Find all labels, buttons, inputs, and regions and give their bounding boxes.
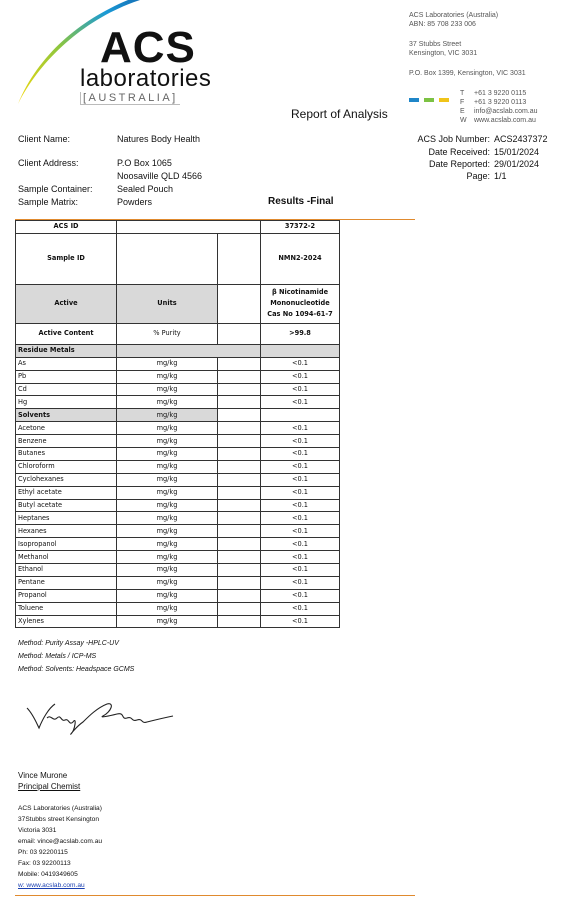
metal-row bbox=[16, 383, 340, 396]
metal-unit: mg/kg bbox=[117, 357, 218, 370]
bar-yellow bbox=[439, 98, 449, 102]
solvent-empty bbox=[218, 564, 261, 577]
solvent-row bbox=[16, 589, 340, 602]
solvent-empty bbox=[218, 551, 261, 564]
solvent-value: <0.1 bbox=[261, 564, 340, 577]
footer-fax: Fax: 03 92200113 bbox=[18, 860, 71, 867]
company-street: 37 Stubbs Street bbox=[409, 41, 462, 48]
client-name-label: Client Name: bbox=[18, 134, 71, 144]
solvent-row bbox=[16, 486, 340, 499]
footer-phone: Ph: 03 92200115 bbox=[18, 849, 68, 856]
active-content-label: Active Content bbox=[16, 323, 117, 344]
active-label: Active bbox=[16, 284, 117, 323]
solvents-empty bbox=[218, 409, 261, 422]
metal-value: <0.1 bbox=[261, 370, 340, 383]
metal-unit: mg/kg bbox=[117, 383, 218, 396]
solvents-empty-value bbox=[261, 409, 340, 422]
sample-matrix-label: Sample Matrix: bbox=[18, 197, 79, 207]
job-number-value: ACS2437372 bbox=[494, 134, 548, 144]
solvent-row bbox=[16, 435, 340, 448]
metal-value: <0.1 bbox=[261, 396, 340, 409]
solvent-value: <0.1 bbox=[261, 473, 340, 486]
solvent-value: <0.1 bbox=[261, 422, 340, 435]
company-abn: ABN: 85 708 233 006 bbox=[409, 21, 476, 28]
company-name: ACS Laboratories (Australia) bbox=[409, 12, 499, 19]
client-address-line1: P.O Box 1065 bbox=[117, 158, 172, 168]
company-po-box: P.O. Box 1399, Kensington, VIC 3031 bbox=[409, 70, 526, 77]
method-metals: Method: Metals / ICP-MS bbox=[18, 653, 97, 660]
job-number-label: ACS Job Number: bbox=[417, 134, 490, 144]
solvent-row bbox=[16, 602, 340, 615]
row-sample-id bbox=[16, 233, 340, 284]
row-active-content bbox=[16, 323, 340, 344]
sample-matrix-value: Powders bbox=[117, 197, 153, 207]
metal-value: <0.1 bbox=[261, 357, 340, 370]
sample-id-empty-a bbox=[117, 233, 218, 284]
bar-green bbox=[424, 98, 434, 102]
footer-company: ACS Laboratories (Australia) bbox=[18, 805, 102, 812]
solvent-name: Pentane bbox=[16, 576, 117, 589]
row-residue-metals bbox=[16, 344, 340, 357]
page-value: 1/1 bbox=[494, 171, 507, 181]
footer-web-link[interactable]: w: www.acslab.com.au bbox=[18, 882, 85, 889]
row-acs-id bbox=[16, 221, 340, 234]
solvent-unit: mg/kg bbox=[117, 422, 218, 435]
solvent-empty bbox=[218, 589, 261, 602]
solvent-value: <0.1 bbox=[261, 615, 340, 628]
footer-state: Victoria 3031 bbox=[18, 827, 57, 834]
solvent-value: <0.1 bbox=[261, 460, 340, 473]
page-label: Page: bbox=[466, 171, 490, 181]
bar-blue bbox=[409, 98, 419, 102]
signatory-name: Vince Murone bbox=[18, 771, 68, 780]
solvent-name: Cyclohexanes bbox=[16, 473, 117, 486]
footer-street: 37Stubbs street Kensington bbox=[18, 816, 100, 823]
row-active-header bbox=[16, 284, 340, 323]
date-received-value: 15/01/2024 bbox=[494, 147, 540, 157]
solvent-unit: mg/kg bbox=[117, 551, 218, 564]
solvent-empty bbox=[218, 473, 261, 486]
client-name-value: Natures Body Health bbox=[117, 134, 201, 144]
solvent-name: Acetone bbox=[16, 422, 117, 435]
compound-name bbox=[261, 284, 340, 323]
company-contacts bbox=[460, 89, 538, 125]
metal-unit: mg/kg bbox=[117, 396, 218, 409]
solvent-value: <0.1 bbox=[261, 486, 340, 499]
sample-id-empty-b bbox=[218, 233, 261, 284]
solvent-row bbox=[16, 564, 340, 577]
footer-contact bbox=[18, 803, 102, 891]
solvent-row bbox=[16, 473, 340, 486]
solvent-name: Propanol bbox=[16, 589, 117, 602]
solvent-name: Methanol bbox=[16, 551, 117, 564]
solvent-unit: mg/kg bbox=[117, 602, 218, 615]
metal-row bbox=[16, 396, 340, 409]
metal-name: Pb bbox=[16, 370, 117, 383]
sample-container-label: Sample Container: bbox=[18, 184, 93, 194]
solvent-row bbox=[16, 525, 340, 538]
solvent-unit: mg/kg bbox=[117, 499, 218, 512]
metal-empty bbox=[218, 383, 261, 396]
solvent-unit: mg/kg bbox=[117, 576, 218, 589]
solvent-empty bbox=[218, 460, 261, 473]
solvent-unit: mg/kg bbox=[117, 486, 218, 499]
acs-id-empty bbox=[117, 221, 261, 234]
solvent-name: Toluene bbox=[16, 602, 117, 615]
row-solvents-header bbox=[16, 409, 340, 422]
logo-acs-text: ACS bbox=[100, 23, 196, 72]
solvent-row bbox=[16, 551, 340, 564]
date-received-label: Date Received: bbox=[428, 147, 490, 157]
solvent-value: <0.1 bbox=[261, 435, 340, 448]
solvent-name: Butanes bbox=[16, 448, 117, 461]
solvent-empty bbox=[218, 435, 261, 448]
metal-empty bbox=[218, 357, 261, 370]
solvent-empty bbox=[218, 615, 261, 628]
solvent-name: Butyl acetate bbox=[16, 499, 117, 512]
residue-metals-empty bbox=[117, 344, 261, 357]
contact-row-phone: T +61 3 9220 0115 bbox=[460, 90, 527, 97]
solvent-unit: mg/kg bbox=[117, 473, 218, 486]
units-label: Units bbox=[117, 284, 218, 323]
active-content-value: >99.8 bbox=[261, 323, 340, 344]
solvent-value: <0.1 bbox=[261, 602, 340, 615]
signatory-title: Principal Chemist bbox=[18, 782, 81, 791]
solvent-name: Ethyl acetate bbox=[16, 486, 117, 499]
residue-metals-empty-value bbox=[261, 344, 340, 357]
metal-row bbox=[16, 370, 340, 383]
solvent-row bbox=[16, 576, 340, 589]
solvents-unit: mg/kg bbox=[117, 409, 218, 422]
metal-unit: mg/kg bbox=[117, 370, 218, 383]
methods-block bbox=[18, 637, 134, 676]
active-header-empty bbox=[218, 284, 261, 323]
solvent-unit: mg/kg bbox=[117, 564, 218, 577]
solvent-name: Benzene bbox=[16, 435, 117, 448]
solvent-row bbox=[16, 512, 340, 525]
solvent-empty bbox=[218, 602, 261, 615]
footer-mobile: Mobile: 0419349605 bbox=[18, 871, 78, 878]
solvent-name: Hexanes bbox=[16, 525, 117, 538]
solvent-value: <0.1 bbox=[261, 448, 340, 461]
solvent-unit: mg/kg bbox=[117, 448, 218, 461]
solvent-empty bbox=[218, 576, 261, 589]
solvent-value: <0.1 bbox=[261, 589, 340, 602]
solvent-unit: mg/kg bbox=[117, 435, 218, 448]
solvent-row bbox=[16, 499, 340, 512]
sample-id-label: Sample ID bbox=[16, 233, 117, 284]
solvents-label: Solvents bbox=[16, 409, 117, 422]
metal-value: <0.1 bbox=[261, 383, 340, 396]
solvent-name: Heptanes bbox=[16, 512, 117, 525]
logo-laboratories-text: laboratories bbox=[80, 65, 212, 92]
compound-line2: Mononucleotide bbox=[270, 299, 330, 308]
contact-row-web: W www.acslab.com.au bbox=[460, 117, 536, 124]
orange-divider-bottom bbox=[15, 895, 415, 896]
solvent-name: Xylenes bbox=[16, 615, 117, 628]
solvent-empty bbox=[218, 422, 261, 435]
date-reported-label: Date Reported: bbox=[428, 159, 490, 169]
compound-line1: β Nicotinamide bbox=[271, 288, 329, 297]
company-suburb: Kensington, VIC 3031 bbox=[409, 50, 478, 57]
solvent-unit: mg/kg bbox=[117, 460, 218, 473]
solvent-unit: mg/kg bbox=[117, 615, 218, 628]
results-final-heading: Results -Final bbox=[268, 196, 334, 207]
residue-metals-label: Residue Metals bbox=[16, 344, 117, 357]
solvent-row bbox=[16, 460, 340, 473]
compound-line3: Cas No 1094-61-7 bbox=[267, 310, 333, 319]
solvent-row bbox=[16, 422, 340, 435]
solvent-value: <0.1 bbox=[261, 551, 340, 564]
solvent-value: <0.1 bbox=[261, 512, 340, 525]
brand-color-bars bbox=[409, 89, 454, 107]
report-title: Report of Analysis bbox=[291, 107, 388, 121]
metal-name: As bbox=[16, 357, 117, 370]
solvent-value: <0.1 bbox=[261, 499, 340, 512]
solvent-empty bbox=[218, 512, 261, 525]
acs-id-label: ACS ID bbox=[16, 221, 117, 234]
metal-row bbox=[16, 357, 340, 370]
solvent-name: Ethanol bbox=[16, 564, 117, 577]
solvent-empty bbox=[218, 499, 261, 512]
contact-row-email: E info@acslab.com.au bbox=[460, 108, 538, 115]
method-purity: Method: Purity Assay -HPLC-UV bbox=[18, 640, 119, 647]
metal-empty bbox=[218, 396, 261, 409]
solvent-unit: mg/kg bbox=[117, 525, 218, 538]
acs-id-value: 37372-2 bbox=[261, 221, 340, 234]
solvent-name: Isopropanol bbox=[16, 538, 117, 551]
signatory-block bbox=[18, 770, 80, 792]
client-address-line2: Noosaville QLD 4566 bbox=[117, 171, 203, 181]
solvent-row bbox=[16, 538, 340, 551]
active-content-empty bbox=[218, 323, 261, 344]
solvent-unit: mg/kg bbox=[117, 589, 218, 602]
footer-email: email: vince@acslab.com.au bbox=[18, 838, 103, 845]
solvent-value: <0.1 bbox=[261, 538, 340, 551]
signature bbox=[25, 696, 185, 736]
solvent-unit: mg/kg bbox=[117, 512, 218, 525]
solvent-empty bbox=[218, 486, 261, 499]
solvent-row bbox=[16, 615, 340, 628]
logo-region-text: [AUSTRALIA] bbox=[80, 92, 180, 105]
solvent-value: <0.1 bbox=[261, 576, 340, 589]
solvent-name: Chloroform bbox=[16, 460, 117, 473]
metal-empty bbox=[218, 370, 261, 383]
metal-name: Cd bbox=[16, 383, 117, 396]
sample-id-value: NMN2-2024 bbox=[261, 233, 340, 284]
client-address-label: Client Address: bbox=[18, 158, 79, 168]
solvent-unit: mg/kg bbox=[117, 538, 218, 551]
results-table bbox=[15, 220, 340, 628]
solvent-empty bbox=[218, 525, 261, 538]
active-content-units: % Purity bbox=[117, 323, 218, 344]
solvent-empty bbox=[218, 448, 261, 461]
sample-container-value: Sealed Pouch bbox=[117, 184, 174, 194]
date-reported-value: 29/01/2024 bbox=[494, 159, 540, 169]
solvent-empty bbox=[218, 538, 261, 551]
method-solvents: Method: Solvents: Headspace GCMS bbox=[18, 666, 135, 673]
contact-row-fax: F +61 3 9220 0113 bbox=[460, 99, 527, 106]
metal-name: Hg bbox=[16, 396, 117, 409]
solvent-row bbox=[16, 448, 340, 461]
solvent-value: <0.1 bbox=[261, 525, 340, 538]
